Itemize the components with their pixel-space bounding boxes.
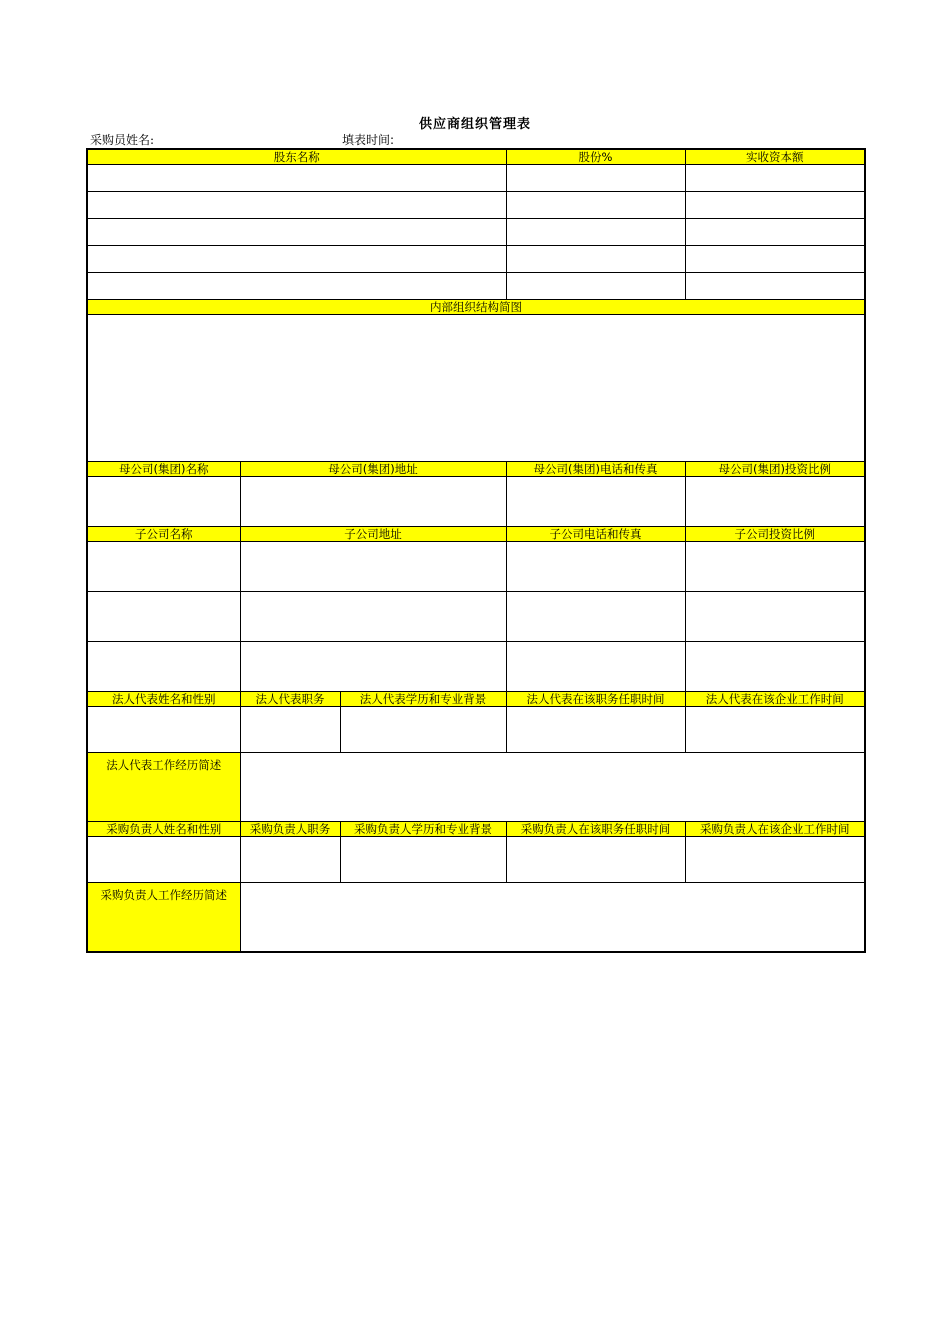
purchasing-head-row — [87, 837, 865, 883]
legal-rep-row — [87, 707, 865, 753]
subsidiary-phone-fax-cell[interactable] — [506, 592, 685, 642]
subsidiary-address-cell[interactable] — [240, 642, 506, 692]
subsidiary-investment-ratio-cell[interactable] — [685, 542, 865, 592]
purchasing-head-experience-label: 采购负责人工作经历简述 — [87, 883, 240, 953]
purchasing-head-position-header: 采购负责人职务 — [240, 822, 340, 837]
subsidiary-phone-fax-cell[interactable] — [506, 642, 685, 692]
legal-rep-education-cell[interactable] — [340, 707, 506, 753]
legal-rep-experience-cell[interactable] — [240, 753, 865, 822]
form-title: 供应商组织管理表 — [418, 117, 531, 132]
legal-rep-name-gender-cell[interactable] — [87, 707, 240, 753]
purchasing-head-experience-cell[interactable] — [240, 883, 865, 953]
legal-rep-position-cell[interactable] — [240, 707, 340, 753]
subsidiary-investment-ratio-header: 子公司投资比例 — [685, 527, 865, 542]
supplier-organization-table — [86, 148, 866, 953]
subsidiary-name-header: 子公司名称 — [87, 527, 240, 542]
purchasing-head-tenure-position-cell[interactable] — [506, 837, 685, 883]
purchasing-head-education-cell[interactable] — [340, 837, 506, 883]
purchasing-head-tenure-company-header: 采购负责人在该企业工作时间 — [685, 822, 865, 837]
org-chart-header: 内部组织结构简图 — [87, 300, 865, 315]
subsidiary-name-cell[interactable] — [87, 592, 240, 642]
parent-phone-fax-cell[interactable] — [506, 477, 685, 527]
legal-rep-tenure-position-header: 法人代表在该职务任职时间 — [506, 692, 685, 707]
shareholder-row — [87, 273, 865, 300]
parent-investment-ratio-header: 母公司(集团)投资比例 — [685, 462, 865, 477]
parent-name-cell[interactable] — [87, 477, 240, 527]
purchasing-head-position-cell[interactable] — [240, 837, 340, 883]
paid-in-capital-cell[interactable] — [685, 219, 865, 246]
purchasing-head-tenure-position-header: 采购负责人在该职务任职时间 — [506, 822, 685, 837]
share-percent-cell[interactable] — [506, 192, 685, 219]
shareholder-name-cell[interactable] — [87, 192, 506, 219]
legal-rep-experience-label: 法人代表工作经历简述 — [87, 753, 240, 822]
shareholder-name-cell[interactable] — [87, 273, 506, 300]
shareholder-name-cell[interactable] — [87, 219, 506, 246]
shareholder-row — [87, 192, 865, 219]
subsidiary-address-cell[interactable] — [240, 592, 506, 642]
paid-in-capital-cell[interactable] — [685, 165, 865, 192]
parent-investment-ratio-cell[interactable] — [685, 477, 865, 527]
share-percent-cell[interactable] — [506, 219, 685, 246]
shareholder-name-cell[interactable] — [87, 165, 506, 192]
shareholder-row — [87, 246, 865, 273]
parent-address-header: 母公司(集团)地址 — [240, 462, 506, 477]
subsidiary-name-cell[interactable] — [87, 542, 240, 592]
shareholder-row — [87, 219, 865, 246]
share-percent-cell[interactable] — [506, 273, 685, 300]
fill-time-label: 填表时间: — [342, 133, 395, 147]
subsidiary-investment-ratio-cell[interactable] — [685, 592, 865, 642]
subsidiary-address-header: 子公司地址 — [240, 527, 506, 542]
subsidiary-name-cell[interactable] — [87, 642, 240, 692]
shareholder-row — [87, 165, 865, 192]
share-percent-header: 股份% — [506, 149, 685, 165]
paid-in-capital-cell[interactable] — [685, 273, 865, 300]
parent-name-header: 母公司(集团)名称 — [87, 462, 240, 477]
purchasing-head-name-gender-header: 采购负责人姓名和性别 — [87, 822, 240, 837]
legal-rep-name-gender-header: 法人代表姓名和性别 — [87, 692, 240, 707]
subsidiary-investment-ratio-cell[interactable] — [685, 642, 865, 692]
legal-rep-tenure-company-cell[interactable] — [685, 707, 865, 753]
subsidiary-phone-fax-header: 子公司电话和传真 — [506, 527, 685, 542]
legal-rep-position-header: 法人代表职务 — [240, 692, 340, 707]
legal-rep-education-header: 法人代表学历和专业背景 — [340, 692, 506, 707]
buyer-name-label: 采购员姓名: — [90, 133, 155, 147]
subsidiary-phone-fax-cell[interactable] — [506, 542, 685, 592]
subsidiary-row — [87, 542, 865, 592]
paid-in-capital-cell[interactable] — [685, 246, 865, 273]
legal-rep-tenure-position-cell[interactable] — [506, 707, 685, 753]
share-percent-cell[interactable] — [506, 165, 685, 192]
parent-address-cell[interactable] — [240, 477, 506, 527]
shareholder-name-header: 股东名称 — [87, 149, 506, 165]
org-chart-area[interactable] — [87, 315, 865, 462]
paid-in-capital-cell[interactable] — [685, 192, 865, 219]
shareholder-name-cell[interactable] — [87, 246, 506, 273]
legal-rep-tenure-company-header: 法人代表在该企业工作时间 — [685, 692, 865, 707]
purchasing-head-name-gender-cell[interactable] — [87, 837, 240, 883]
parent-row — [87, 477, 865, 527]
parent-phone-fax-header: 母公司(集团)电话和传真 — [506, 462, 685, 477]
share-percent-cell[interactable] — [506, 246, 685, 273]
subsidiary-row — [87, 592, 865, 642]
subsidiary-row — [87, 642, 865, 692]
subsidiary-address-cell[interactable] — [240, 542, 506, 592]
paid-in-capital-header: 实收资本额 — [685, 149, 865, 165]
purchasing-head-tenure-company-cell[interactable] — [685, 837, 865, 883]
purchasing-head-education-header: 采购负责人学历和专业背景 — [340, 822, 506, 837]
